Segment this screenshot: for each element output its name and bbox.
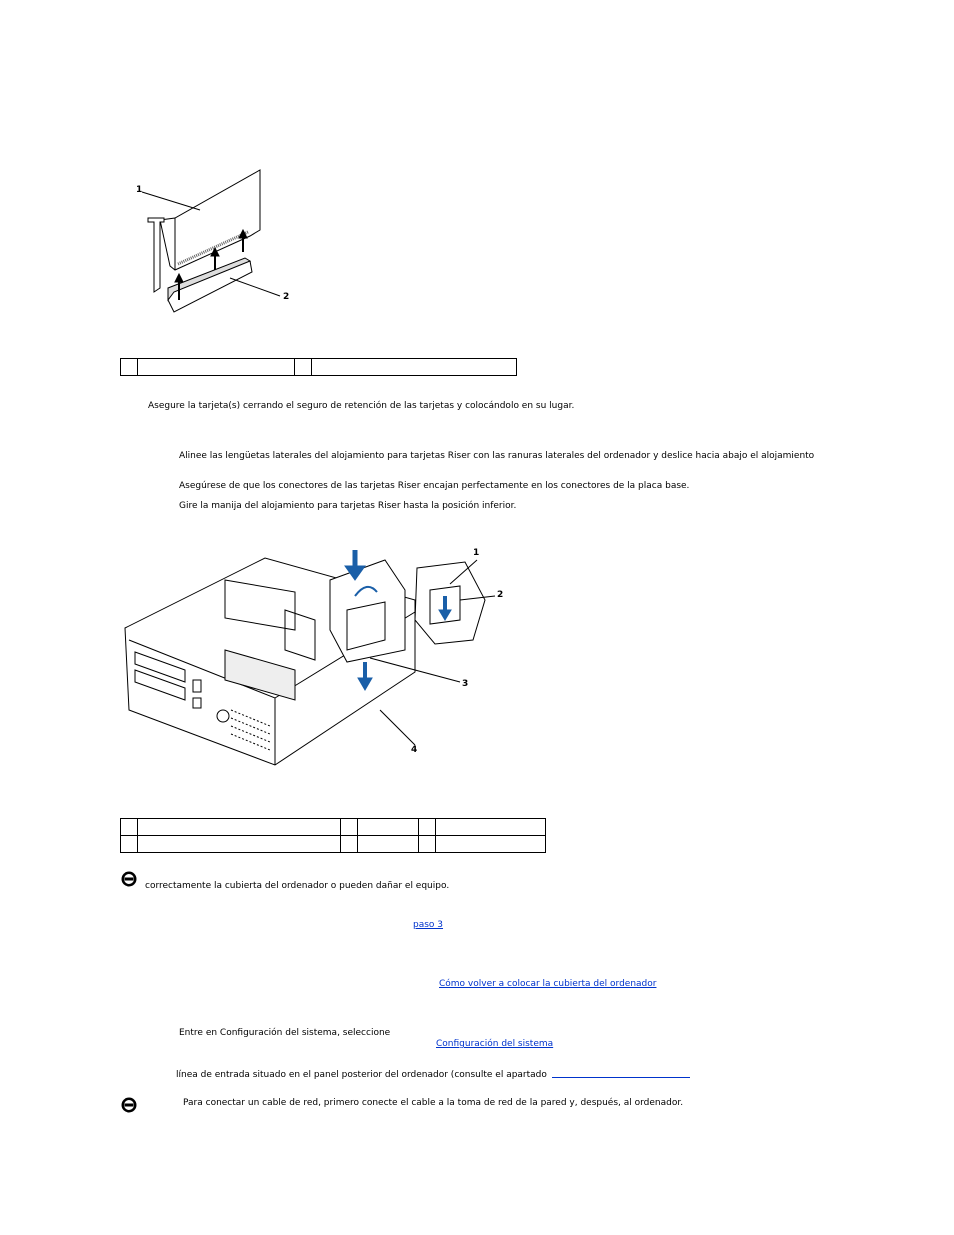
step-rotate-handle: Gire la manija del alojamiento para tarjetas Riser hasta la posición inferior. <box>179 501 517 511</box>
figure2-callout-2: 2 <box>497 590 504 600</box>
table-row <box>121 819 546 836</box>
figure1-callout-2: 2 <box>283 292 290 302</box>
notice-icon <box>121 871 137 887</box>
figure1-callout-1: 1 <box>136 185 143 195</box>
figure2-callout-4: 4 <box>411 745 418 755</box>
figure1-legend-table <box>120 358 517 376</box>
table-row <box>121 836 546 853</box>
figure2-legend-table <box>120 818 546 853</box>
link-underline-blank[interactable] <box>552 1077 690 1078</box>
figure2-callout-1: 1 <box>473 548 480 558</box>
notice-cover-text: correctamente la cubierta del ordenador o pueden dañar el equipo. <box>145 881 450 891</box>
link-system-setup[interactable]: Configuración del sistema <box>436 1039 554 1049</box>
step-align-tabs: Alinee las lengüetas laterales del alojamiento para tarjetas Riser con las ranuras laterales del ordenador y deslice hacia abajo el alojamiento <box>179 451 815 461</box>
link-step-3[interactable]: paso 3 <box>413 920 444 930</box>
figure2-callout-3: 3 <box>462 679 469 689</box>
figure-riser-cage-install <box>115 540 515 780</box>
table-row <box>121 359 517 376</box>
notice-icon <box>121 1097 137 1113</box>
step-ensure-connectors: Asegúrese de que los conectores de las tarjetas Riser encajan perfectamente en los conectores de la placa base. <box>179 481 690 491</box>
step-secure-cards: Asegure la tarjeta(s) cerrando el seguro de retención de las tarjetas y colocándolo en su lugar. <box>148 401 575 411</box>
step-enter-setup: Entre en Configuración del sistema, seleccione <box>179 1028 391 1038</box>
step-line-in: línea de entrada situado en el panel posterior del ordenador (consulte el apartado <box>176 1070 547 1080</box>
link-replace-cover[interactable]: Cómo volver a colocar la cubierta del ordenador <box>439 979 657 989</box>
notice-network-text: Para conectar un cable de red, primero conecte el cable a la toma de red de la pared y, después, al ordenador. <box>183 1098 684 1108</box>
